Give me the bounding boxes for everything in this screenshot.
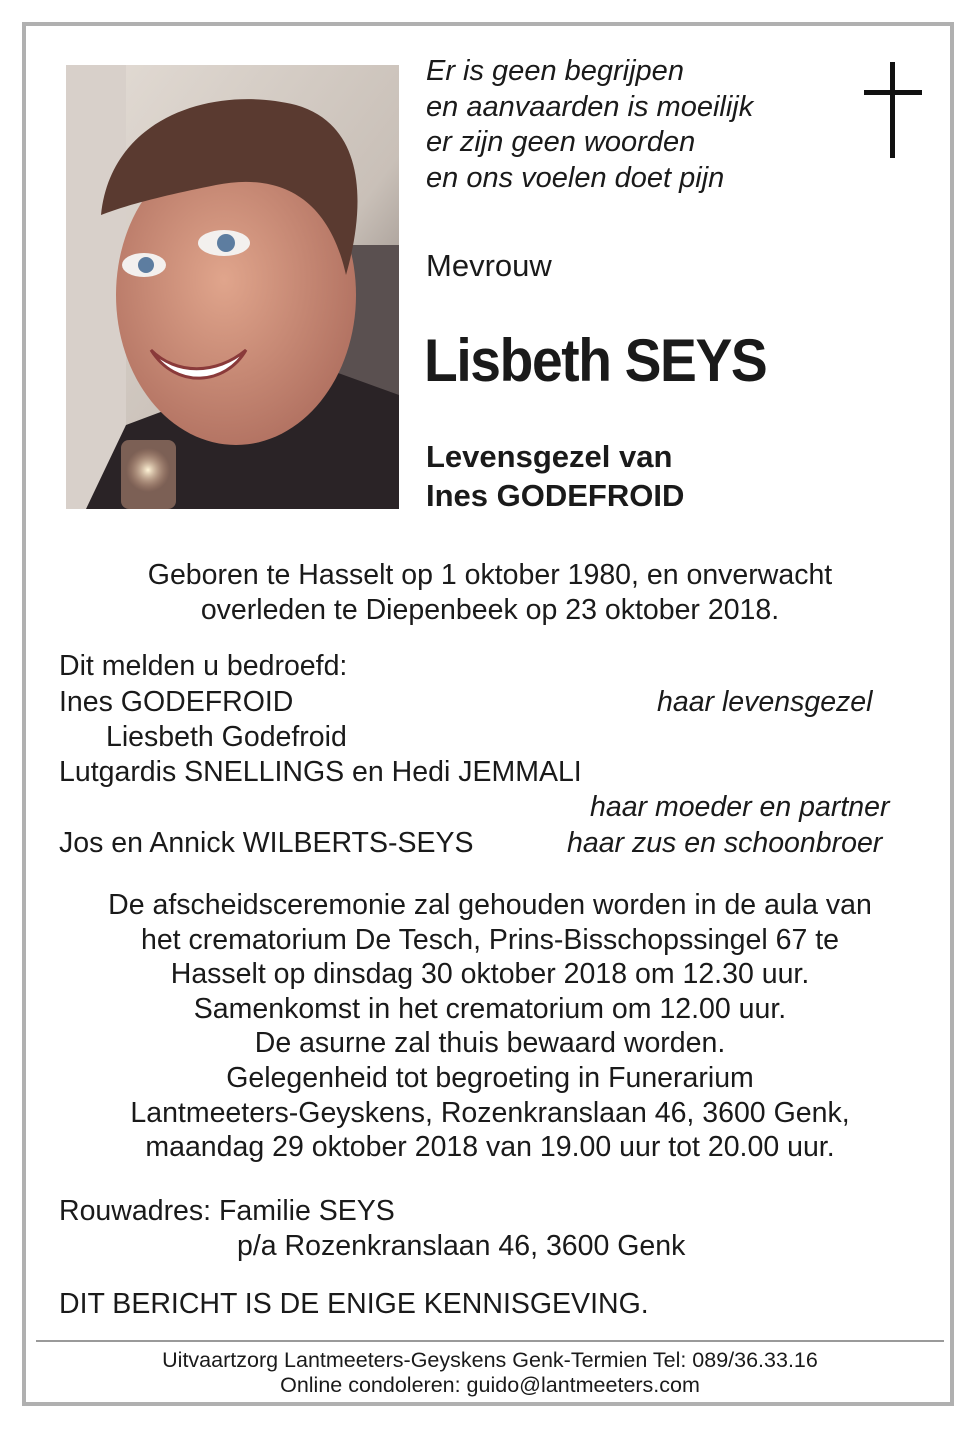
announce-intro: Dit melden u bedroefd: — [59, 650, 348, 682]
ceremony-line: Hasselt op dinsdag 30 oktober 2018 om 12.30 uur. — [170, 958, 810, 991]
poem-line: en aanvaarden is moeilijk — [426, 90, 754, 123]
ceremony-info — [40, 888, 940, 1165]
mourner-name: Liesbeth Godefroid — [106, 721, 347, 753]
partner-label: Levensgezel van — [426, 439, 673, 474]
ceremony-line: Samenkomst in het crematorium om 12.00 uur. — [193, 992, 787, 1025]
funeral-home-line: Uitvaartzorg Lantmeeters-Geyskens Genk-Termien Tel: 089/36.33.16 — [162, 1348, 818, 1372]
mourner-name: Jos en Annick WILBERTS-SEYS — [59, 827, 474, 859]
poem-line: en ons voelen doet pijn — [426, 161, 725, 194]
mourner-relation: haar moeder en partner — [590, 791, 890, 823]
portrait-photo — [66, 65, 399, 509]
sole-notice: DIT BERICHT IS DE ENIGE KENNISGEVING. — [59, 1288, 649, 1320]
footer-divider — [36, 1340, 944, 1342]
ceremony-line: het crematorium De Tesch, Prins-Bisschopssingel 67 te — [140, 923, 840, 956]
mourner-relation: haar levensgezel — [657, 686, 873, 718]
condolence-line: Online condoleren: guido@lantmeeters.com — [280, 1373, 700, 1397]
mourner-relation: haar zus en schoonbroer — [567, 827, 883, 859]
death-line: overleden te Diepenbeek op 23 oktober 2018. — [200, 593, 780, 626]
ceremony-line: maandag 29 oktober 2018 van 19.00 uur tot 20.00 uur. — [145, 1131, 835, 1164]
ceremony-line: Gelegenheid tot begroeting in Funerarium — [226, 1061, 754, 1094]
poem-line: Er is geen begrijpen — [426, 55, 684, 87]
mourning-address: p/a Rozenkranslaan 46, 3600 Genk — [237, 1230, 686, 1262]
cross-icon — [864, 62, 922, 158]
footer — [40, 1348, 940, 1398]
partner-block — [426, 437, 684, 515]
poem — [426, 54, 753, 196]
honorific: Mevrouw — [426, 248, 552, 283]
mourning-address-label: Rouwadres: Familie SEYS — [59, 1195, 395, 1227]
poem-line: er zijn geen woorden — [426, 126, 696, 158]
birth-line: Geboren te Hasselt op 1 oktober 1980, en onverwacht — [147, 559, 833, 591]
deceased-name: Lisbeth SEYS — [424, 327, 767, 394]
mourner-name: Ines GODEFROID — [59, 686, 294, 718]
ceremony-line: Lantmeeters-Geyskens, Rozenkranslaan 46, 3600 Genk, — [130, 1096, 850, 1129]
partner-name: Ines GODEFROID — [426, 478, 685, 513]
birth-death-info — [40, 558, 940, 627]
ceremony-line: De afscheidsceremonie zal gehouden worden in de aula van — [108, 889, 872, 921]
ceremony-line: De asurne zal thuis bewaard worden. — [254, 1027, 726, 1060]
mourner-name: Lutgardis SNELLINGS en Hedi JEMMALI — [59, 756, 582, 788]
